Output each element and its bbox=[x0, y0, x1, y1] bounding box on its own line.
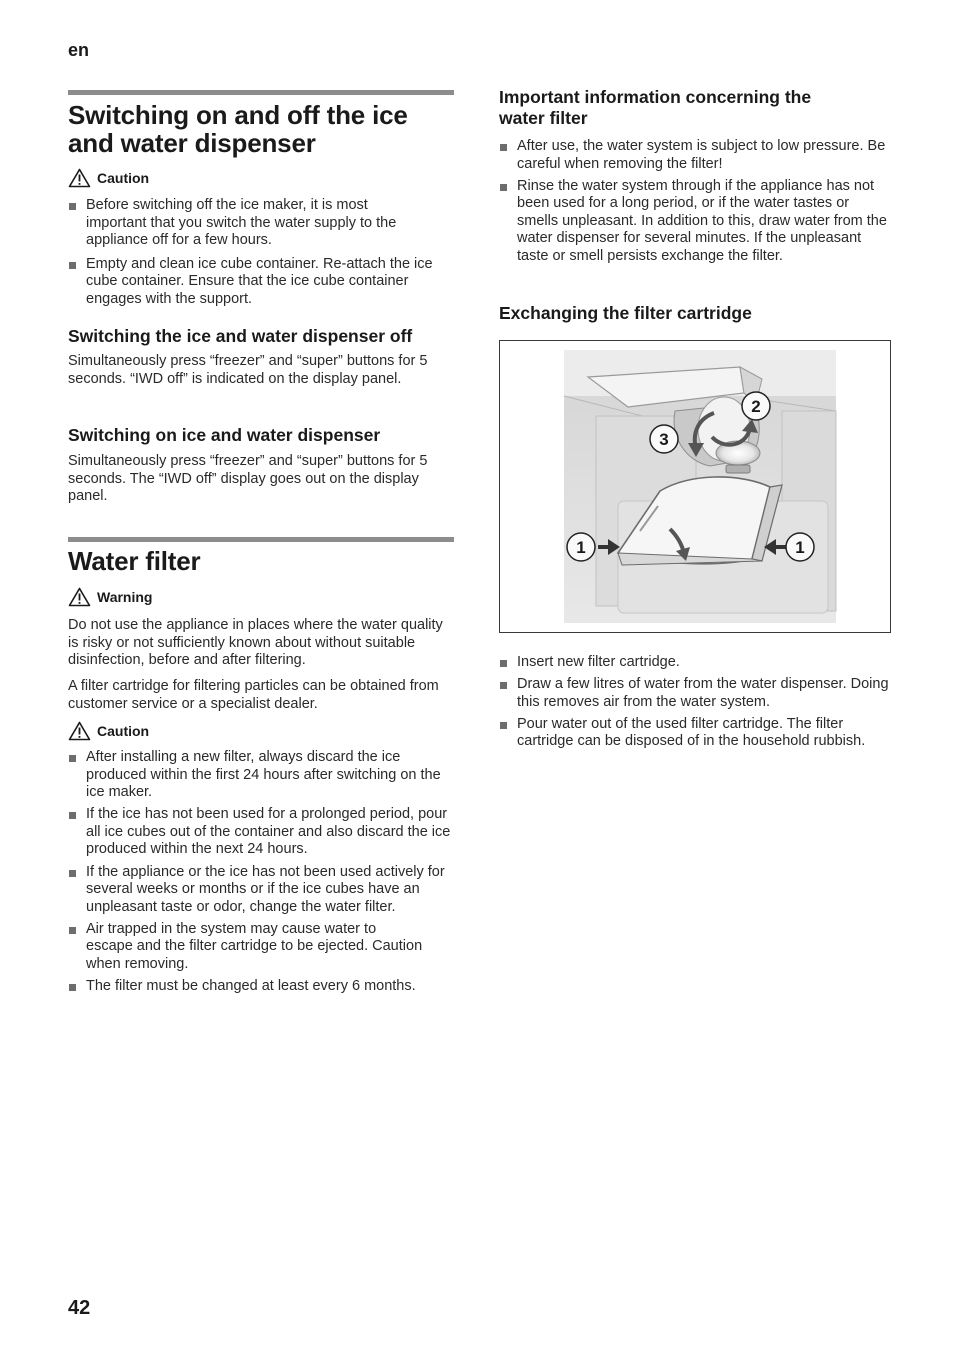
list-item: After installing a new filter, always discard the ice produced within the first 24 hours after switching on the ice maker. bbox=[68, 749, 454, 802]
callout-3 bbox=[650, 425, 678, 453]
paragraph-warning: Do not use the appliance in places where the water quality is risky or not sufficiently known about without suitable disinfection, before and after filtering. bbox=[68, 617, 443, 669]
section-rule bbox=[68, 90, 454, 95]
warning-label-text: Warning bbox=[97, 589, 153, 605]
section-rule bbox=[68, 537, 454, 542]
paragraph-filter-info: A filter cartridge for filtering particles can be obtained from customer service or a specialist dealer. bbox=[68, 678, 439, 712]
filter-exchange-figure bbox=[499, 340, 891, 633]
caution-label bbox=[68, 721, 149, 741]
svg-text:3: 3 bbox=[659, 430, 669, 449]
section-title-ice-dispenser: Switching on and off the ice and water dispenser bbox=[68, 100, 408, 158]
list-item: Insert new filter cartridge. bbox=[499, 654, 891, 672]
list-item: The filter must be changed at least every 6 months. bbox=[68, 978, 454, 996]
svg-text:2: 2 bbox=[751, 397, 761, 416]
page-number: 42 bbox=[68, 1297, 91, 1319]
svg-text:1: 1 bbox=[576, 538, 586, 557]
list-item: Empty and clean ice cube container. Re-attach the ice cube container. Ensure that the ice cube container engages with the support. bbox=[68, 256, 454, 309]
list-item: If the ice has not been used for a prolonged period, pour all ice cubes out of the container and also discard the ice produced within the next 24 hours. bbox=[68, 806, 454, 859]
callout-1-left bbox=[567, 533, 595, 561]
caution-list bbox=[68, 749, 454, 1000]
list-item: Rinse the water system through if the appliance has not been used for a long period, or if the water tastes or smells unpleasant. In addition to this, draw water from the water dispenser for several minutes. If the unpleasant taste or smell persists exchange the filter. bbox=[499, 178, 891, 266]
warning-triangle-icon bbox=[68, 168, 91, 188]
heading-important-info: Important information concerning the water filter bbox=[499, 87, 812, 128]
heading-exchange-filter: Exchanging the filter cartridge bbox=[499, 303, 752, 323]
caution-label-text: Caution bbox=[97, 170, 150, 186]
important-list bbox=[499, 138, 891, 270]
list-item: Draw a few litres of water from the water dispenser. Doing this removes air from the water system. bbox=[499, 676, 891, 711]
list-item: If the appliance or the ice has not been used actively for several weeks or months or if the ice cubes have an unpleasant taste or odor, change the water filter. bbox=[68, 864, 454, 917]
svg-text:1: 1 bbox=[795, 538, 805, 557]
heading-dispenser-on: Switching on ice and water dispenser bbox=[68, 425, 381, 445]
filter-illustration bbox=[500, 341, 890, 632]
caution-list bbox=[68, 197, 454, 313]
paragraph-dispenser-on: Simultaneously press “freezer” and “super” buttons for 5 seconds. The “IWD off” display goes out on the display panel. bbox=[68, 453, 428, 505]
list-item: After use, the water system is subject to low pressure. Be careful when removing the filter! bbox=[499, 138, 891, 173]
exchange-steps-list bbox=[499, 654, 891, 755]
list-item: Pour water out of the used filter cartridge. The filter cartridge can be disposed of in the household rubbish. bbox=[499, 716, 891, 751]
callout-1-right bbox=[786, 533, 814, 561]
heading-dispenser-off: Switching the ice and water dispenser off bbox=[68, 326, 413, 346]
list-item: Before switching off the ice maker, it is most important that you switch the water supply to the appliance off for a few hours. bbox=[68, 197, 454, 250]
warning-label bbox=[68, 587, 152, 607]
warning-triangle-icon bbox=[68, 721, 91, 741]
callout-2 bbox=[742, 392, 770, 420]
section-title-water-filter: Water filter bbox=[68, 546, 201, 576]
caution-label bbox=[68, 168, 149, 188]
list-item: Air trapped in the system may cause water to escape and the filter cartridge to be ejected. Caution when removing. bbox=[68, 921, 454, 974]
warning-triangle-icon bbox=[68, 587, 91, 607]
language-code: en bbox=[68, 40, 90, 60]
paragraph-dispenser-off: Simultaneously press “freezer” and “super” buttons for 5 seconds. “IWD off” is indicated on the display panel. bbox=[68, 353, 428, 387]
caution-label-text: Caution bbox=[97, 723, 150, 739]
